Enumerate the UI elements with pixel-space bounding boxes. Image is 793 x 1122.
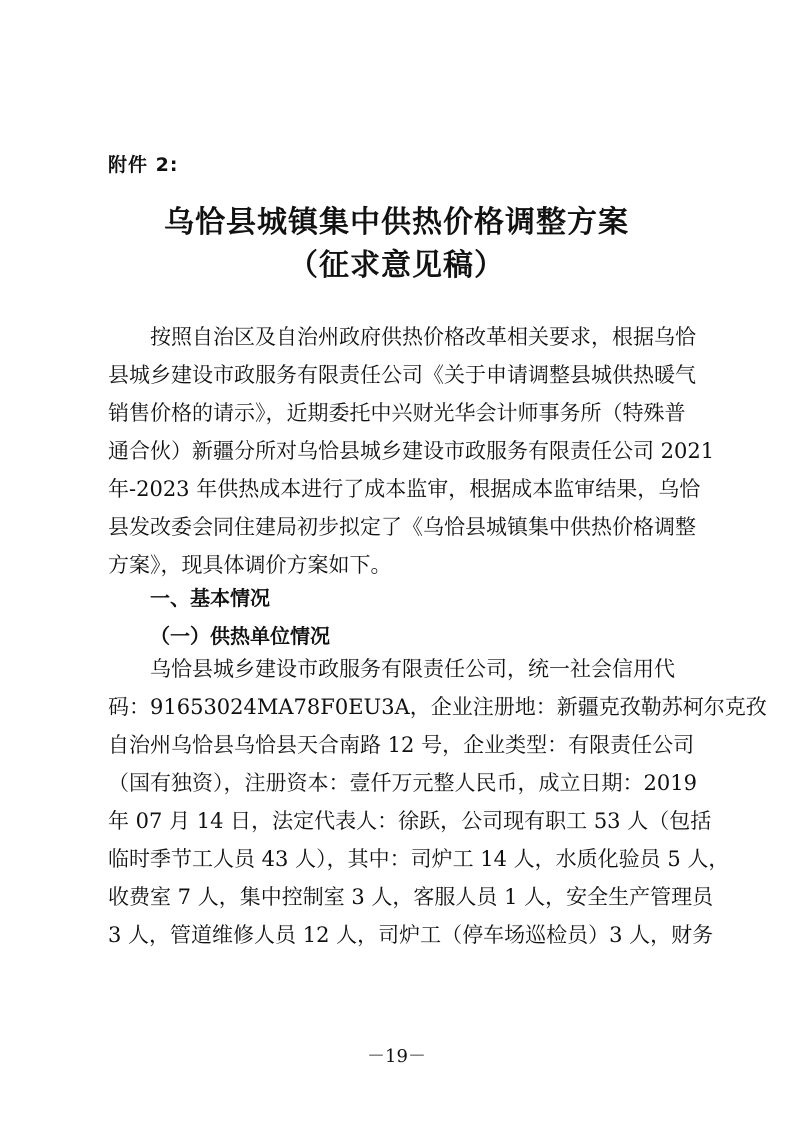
text-line: 年 07 月 14 日，法定代表人：徐跃，公司现有职工 53 人（包括 [108, 809, 712, 833]
text-line: 自治州乌恰县乌恰县天合南路 12 号，企业类型：有限责任公司 [108, 733, 695, 757]
document-subtitle: （征求意见稿） [288, 248, 505, 283]
text-line: （国有独资），注册资本：壹仟万元整人民币，成立日期：2019 [108, 771, 697, 795]
text-line: 收费室 7 人，集中控制室 3 人，客服人员 1 人，安全生产管理员 [108, 885, 714, 909]
text-line: 方案》，现具体调价方案如下。 [108, 553, 392, 577]
attachment-label: 附件 2: [108, 154, 179, 176]
page-number: －19－ [367, 1046, 426, 1067]
subsection-heading: （一）供热单位情况 [150, 624, 330, 648]
text-line: 县城乡建设市政服务有限责任公司《关于申请调整县城供热暖气 [108, 363, 696, 387]
text-line: 码：91653024MA78F0EU3A，企业注册地：新疆克孜勒苏柯尔克孜 [108, 695, 767, 719]
text-line: 年-2023 年供热成本进行了成本监审，根据成本监审结果，乌恰 [108, 477, 701, 501]
section-heading: 一、基本情况 [150, 586, 270, 610]
intro-paragraph [108, 318, 715, 584]
text-line: 通合伙）新疆分所对乌恰县城乡建设市政服务有限责任公司 2021 [108, 439, 715, 463]
text-line: 乌恰县城乡建设市政服务有限责任公司，统一社会信用代 [108, 657, 675, 681]
unit-paragraph [108, 650, 767, 954]
text-line: 县发改委会同住建局初步拟定了《乌恰县城镇集中供热价格调整 [108, 515, 696, 539]
text-line: 3 人，管道维修人员 12 人，司炉工（停车场巡检员）3 人，财务 [108, 923, 714, 947]
text-line: 按照自治区及自治州政府供热价格改革相关要求，根据乌恰 [108, 325, 696, 349]
text-line: 临时季节工人员 43 人），其中：司炉工 14 人，水质化验员 5 人， [108, 847, 730, 871]
document-title: 乌恰县城镇集中供热价格调整方案 [164, 205, 629, 240]
text-line: 销售价格的请示》，近期委托中兴财光华会计师事务所（特殊普 [108, 401, 686, 425]
